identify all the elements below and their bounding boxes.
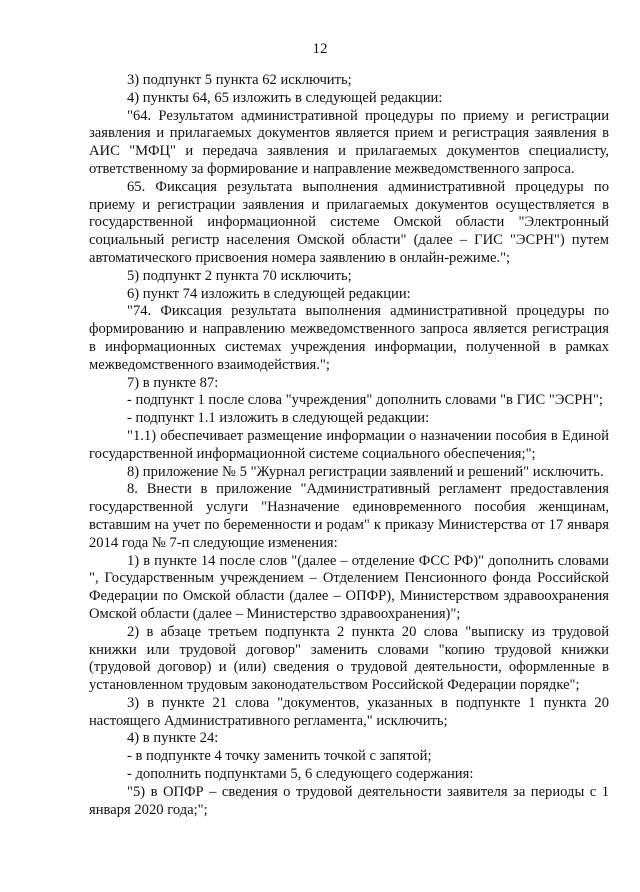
paragraph: 3) в пункте 21 слова "документов, указанных в подпункте 1 пункта 20 настоящего Административного регламента," исключить; [89,694,609,729]
page-number: 12 [312,41,328,57]
paragraph: 7) в пункте 87: [127,374,219,391]
paragraph: "64. Результатом административной процедуры по приему и регистрации заявления и прилагаемых документов является прием и регистрация заявления в АИС "МФЦ" и передача заявления и прилагаемых документов специалисту, ответственному за формирование и направление межведомственного запроса. [89,107,609,177]
paragraph: 2) в абзаце третьем подпункта 2 пункта 20 слова "выписку из трудовой книжки или трудовой договор" заменить словами "копию трудовой книжки (трудовой договор) и (или) сведения о трудовой деятельности, оформленные в установленном трудовым законодательством Российской Федерации порядке"; [89,623,609,694]
paragraph: 65. Фиксация результата выполнения административной процедуры по приему и регистрации заявления и прилагаемых документов осуществляется в государственной информационной системе Омской области "Электронный социальный регистр населения Омской области" (далее – ГИС "ЭСРН") путем автоматического присвоения номера заявлению в онлайн-режиме."; [89,178,609,266]
paragraph: "1.1) обеспечивает размещение информации о назначении пособия в Единой государственной информационной системе социального обеспечения;"; [89,427,609,462]
paragraph: - подпункт 1 после слова "учреждения" дополнить словами "в ГИС "ЭСРН"; [127,392,603,409]
paragraph: 4) пункты 64, 65 изложить в следующей редакции: [127,89,443,106]
paragraph: 5) подпункт 2 пункта 70 исключить; [127,267,352,284]
paragraph: 6) пункт 74 изложить в следующей редакции: [127,285,411,302]
paragraph: 1) в пункте 14 после слов "(далее – отделение ФСС РФ)" дополнить словами ", Государственным учреждением – Отделением Пенсионного фонда Российской Федерации по Омской области (далее – ОПФР), Министерством здравоохранения Омской области (далее – Министерство здравоохранения)"; [89,552,609,622]
paragraph: 8) приложение № 5 "Журнал регистрации заявлений и решений" исключить. [127,463,604,480]
paragraph: 3) подпункт 5 пункта 62 исключить; [127,72,352,88]
paragraph: "74. Фиксация результата выполнения административной процедуры по формированию и направлению межведомственного запроса является регистрация в информационных системах учреждения информации, полученной в рамках межведомственного взаимодействия."; [89,303,609,373]
paragraph: 4) в пункте 24: [127,730,219,747]
paragraph: - в подпункте 4 точку заменить точкой с запятой; [127,748,432,765]
document-body [89,72,609,819]
paragraph: - подпункт 1.1 изложить в следующей редакции: [127,410,430,427]
paragraph: 8. Внести в приложение "Административный регламент предоставления государственной услуги "Назначение единовременного пособия женщинам, вставшим на учет по беременности и родам" к приказу Министерства от 17 января 2014 года № 7-п следующие изменения: [89,481,609,551]
paragraph: - дополнить подпунктами 5, 6 следующего содержания: [127,766,474,783]
paragraph: "5) в ОПФР – сведения о трудовой деятельности заявителя за периоды с 1 января 2020 года;"; [89,783,609,818]
